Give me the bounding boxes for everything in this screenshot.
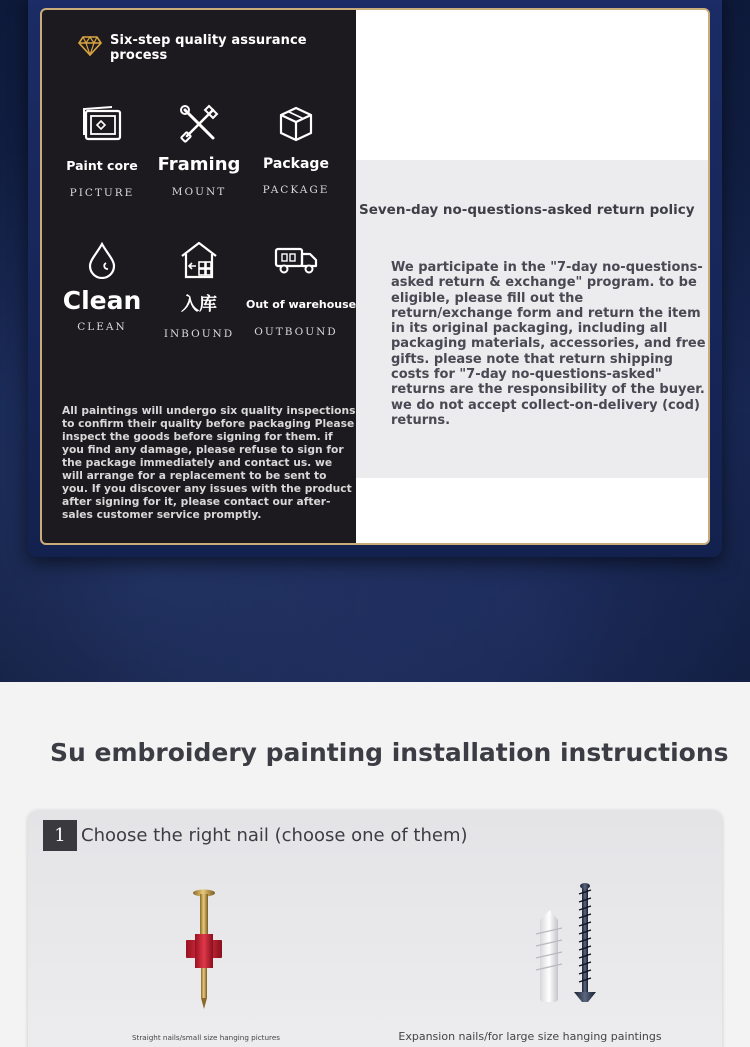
step-framing (149, 104, 249, 198)
delivery-truck-icon (246, 240, 346, 280)
quality-title: Six-step quality assurance process (110, 33, 307, 63)
return-policy-description: We participate in the "7-day no-questions-asked return & exchange" program. to be eligible, please fill out the return/exchange form and return the item in its original packaging, including all packaging materials, accessories, and free gifts. please note that return shipping costs for "7-day no-questions-asked" returns are the responsibility of the buyer. we do not accept collect-on-delivery (cod) returns. (391, 260, 706, 428)
step-number-badge: 1 (43, 820, 77, 851)
installation-title: Su embroidery painting installation instructions (50, 738, 729, 767)
tools-icon (149, 104, 249, 144)
water-drop-icon (52, 240, 152, 280)
gold-frame (40, 8, 710, 545)
return-policy-title: Seven-day no-questions-asked return policy (359, 202, 695, 218)
step-name: Clean (62, 286, 142, 315)
return-policy-panel (356, 10, 708, 543)
step-sub: INBOUND (163, 328, 235, 340)
quality-panel (42, 10, 356, 543)
expansion-nail-image (528, 880, 608, 1011)
step-name: Paint core (66, 158, 138, 173)
box-icon (246, 104, 346, 144)
step-paint-core (52, 104, 152, 199)
step-outbound (246, 240, 357, 338)
picture-frame-icon (52, 104, 152, 144)
step-sub: PACKAGE (262, 184, 330, 196)
quality-title-row (78, 33, 356, 63)
step-name: 入库 (181, 294, 217, 315)
straight-nail-image (178, 888, 230, 1015)
expansion-nail-caption: Expansion nails/for large size hanging paintings (398, 1030, 662, 1043)
install-step-card (28, 810, 722, 1047)
step-sub: PICTURE (69, 187, 135, 199)
step-sub: OUTBOUND (254, 326, 338, 338)
step-sub: MOUNT (171, 186, 227, 198)
step-name: Out of warehouse (246, 298, 357, 311)
step-package (246, 104, 346, 196)
return-policy-box (356, 160, 708, 478)
step-name: Package (263, 156, 329, 172)
step-inbound (149, 240, 249, 340)
straight-nail-caption: Straight nails/small size hanging pictures (131, 1033, 281, 1042)
step-heading: Choose the right nail (choose one of them) (81, 825, 468, 846)
step-sub: CLEAN (77, 321, 127, 333)
step-name: Framing (157, 154, 241, 175)
diamond-icon (78, 36, 102, 61)
quality-description: All paintings will undergo six quality inspections to confirm their quality before packaging Please inspect the goods before signing for them. if you find any damage, please refuse to sign for the package immediately and contact us. we will arrange for a replacement to be sent to you. If you discover any issues with the product after signing for it, please contact our after-sales customer service promptly. (62, 404, 356, 521)
step-clean (52, 240, 152, 333)
warehouse-icon (149, 240, 249, 280)
